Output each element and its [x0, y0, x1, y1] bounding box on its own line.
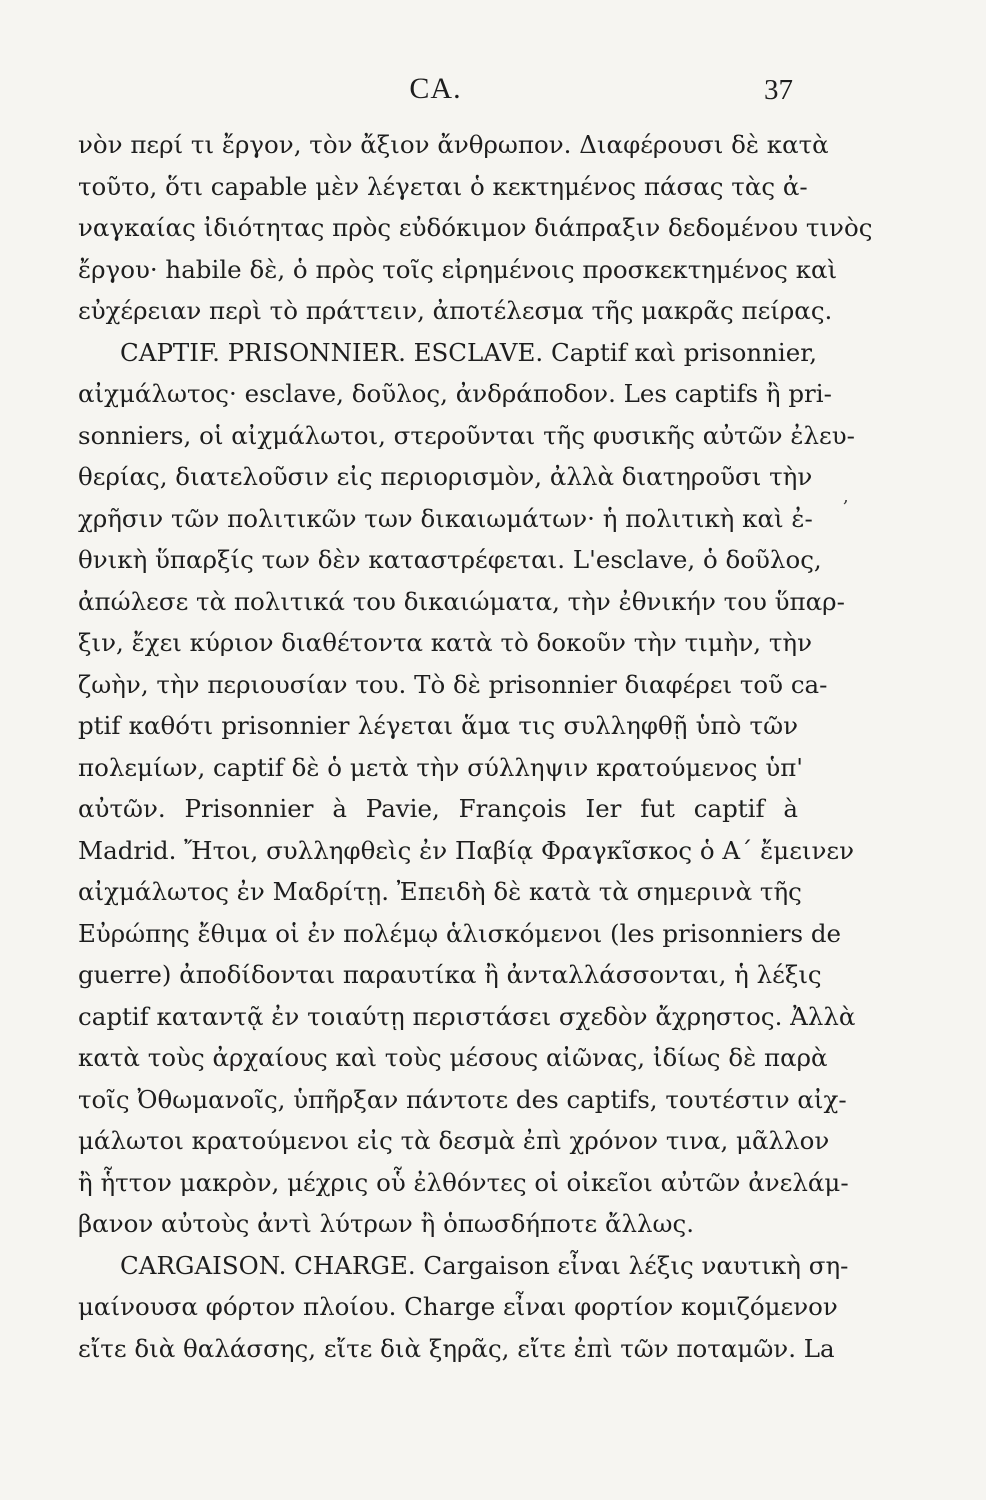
- text-line: sonniers, οἱ αἰχμάλωτοι, στεροῦνται τῆς φυσικῆς αὐτῶν ἐλευ-: [78, 420, 855, 450]
- text-line: guerre) ἀποδίδονται παραυτίκα ἢ ἀνταλλάσσονται, ἡ λέξις: [78, 960, 822, 989]
- text-line: αὐτῶν. Prisonnier à Pavie, François Ier fut captif à: [78, 794, 798, 823]
- text-line: ἔργου· habile δὲ, ὁ πρὸς τοῖς εἰρημένοις προσκεκτημένος καὶ: [78, 254, 838, 284]
- text-line: ἢ ἧττον μακρὸν, μέχρις οὗ ἐλθόντες οἱ οἰκεῖοι αὐτῶν ἀνελάμ-: [78, 1167, 849, 1197]
- text-line: χρῆσιν τῶν πολιτικῶν των δικαιωμάτων· ἡ πολιτικὴ καὶ ἐ-: [78, 503, 813, 533]
- text-line: Εὐρώπης ἔθιμα οἱ ἐν πολέμῳ ἁλισκόμενοι (les prisonniers de: [78, 918, 842, 948]
- text-line: ptif καθότι prisonnier λέγεται ἅμα τις συλληφθῇ ὑπὸ τῶν: [78, 711, 798, 740]
- text-line: Madrid. Ἤτοι, συλληφθεὶς ἐν Παβίᾳ Φραγκῖσκος ὁ Α΄ ἔμεινεν: [78, 835, 854, 865]
- margin-mark: ,: [843, 486, 849, 507]
- text-line: βανον αὐτοὺς ἀντὶ λύτρων ἢ ὁπωσδήποτε ἄλλως.: [78, 1209, 695, 1238]
- text-line: μαίνουσα φόρτον πλοίου. Charge εἶναι φορτίον κομιζόμενον: [78, 1292, 838, 1321]
- text-line: θνικὴ ὕπαρξίς των δὲν καταστρέφεται. L'esclave, ὁ δοῦλος,: [78, 545, 822, 574]
- text-line: νὸν περί τι ἔργον, τὸν ἄξιον ἄνθρωπον. Διαφέρουσι δὲ κατὰ: [78, 130, 829, 159]
- text-line: ναγκαίας ἰδιότητας πρὸς εὐδόκιμον διάπραξιν δεδομένου τινὸς: [78, 213, 873, 242]
- text-line: τοῦτο, ὅτι capable μὲν λέγεται ὁ κεκτημένος πάσας τὰς ἀ-: [78, 171, 808, 201]
- entry-heading-line: CAPTIF. PRISONNIER. ESCLAVE. Captif καὶ prisonnier,: [120, 337, 818, 367]
- entry-heading-line: CARGAISON. CHARGE. Cargaison εἶναι λέξις ναυτικὴ ση-: [120, 1250, 849, 1280]
- running-head: [78, 72, 793, 112]
- text-line: μάλωτοι κρατούμενοι εἰς τὰ δεσμὰ ἐπὶ χρόνον τινα, μᾶλλον: [78, 1126, 830, 1155]
- text-line: αἰχμάλωτος· esclave, δοῦλος, ἀνδράποδον. Les captifs ἢ pri-: [78, 379, 832, 408]
- text-line: εἴτε διὰ θαλάσσης, εἴτε διὰ ξηρᾶς, εἴτε ἐπὶ τῶν ποταμῶν. La: [78, 1333, 835, 1363]
- text-line: εὐχέρειαν περὶ τὸ πράττειν, ἀποτέλεσμα τῆς μακρᾶς πείρας.: [78, 296, 833, 325]
- text-line: ζωὴν, τὴν περιουσίαν του. Τὸ δὲ prisonnier διαφέρει τοῦ ca-: [78, 669, 828, 699]
- text-line: πολεμίων, captif δὲ ὁ μετὰ τὴν σύλληψιν κρατούμενος ὑπ': [78, 752, 804, 782]
- text-line: ξιν, ἔχει κύριον διαθέτοντα κατὰ τὸ δοκοῦν τὴν τιμὴν, τὴν: [78, 628, 812, 657]
- text-line: θερίας, διατελοῦσιν εἰς περιορισμὸν, ἀλλὰ διατηροῦσι τὴν: [78, 462, 813, 491]
- text-line: αἰχμάλωτος ἐν Μαδρίτῃ. Ἐπειδὴ δὲ κατὰ τὰ σημερινὰ τῆς: [78, 877, 802, 906]
- text-line: κατὰ τοὺς ἀρχαίους καὶ τοὺς μέσους αἰῶνας, ἰδίως δὲ παρὰ: [78, 1043, 828, 1072]
- text-line: captif καταντᾷ ἐν τοιαύτῃ περιστάσει σχεδὸν ἄχρηστος. Ἀλλὰ: [78, 1001, 856, 1031]
- running-head-title: CA.: [409, 72, 462, 105]
- text-line: τοῖς Ὀθωμανοῖς, ὑπῆρξαν πάντοτε des captifs, τουτέστιν αἰχ-: [78, 1084, 847, 1114]
- text-line: ἀπώλεσε τὰ πολιτικά του δικαιώματα, τὴν ἐθνικήν του ὕπαρ-: [78, 586, 845, 616]
- page-number: 37: [764, 74, 793, 106]
- body-text: [78, 124, 873, 1369]
